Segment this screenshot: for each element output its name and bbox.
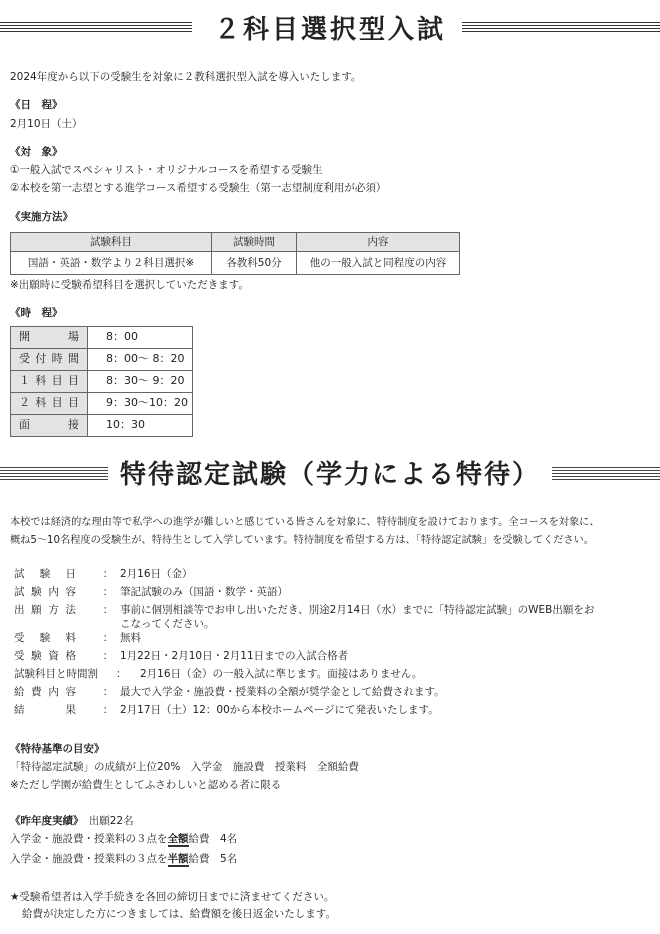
section2-intro-2: 概ね5～10名程度の受験生が、特待生として入学しています。特待制度を希望する方は、「特待認定試験」を受験してください。	[10, 535, 595, 546]
detail-row: 試験科目と時間割 ： 2月16日（金）の一般入試に準じます。面接はありません。	[14, 668, 423, 681]
section1-intro: 2024年度から以下の受験生を対象に２教科選択型入試を導入いたします。	[10, 71, 362, 83]
detail-row: 給費内容 ： 最大で入学金・施設費・授業料の全額が奨学金として給費されます。	[14, 686, 445, 699]
criteria-heading: 《特待基準の目安》	[10, 743, 105, 755]
note-line-2: 給費が決定した方につきましては、給費額を後日返金いたします。	[22, 908, 336, 920]
target-heading: 《対 象》	[10, 146, 63, 158]
method-cell-time: 各教科50分	[212, 252, 297, 275]
results-heading: 《昨年度実績》 出願22名	[10, 815, 134, 827]
timetable-row: ２科目目 9：30～10：20	[11, 393, 193, 415]
result-line-2: 入学金・施設費・授業料の３点を半額給費 5名	[10, 853, 238, 865]
detail-row: 試験内容 ： 筆記試験のみ（国語・数学・英語）	[14, 586, 288, 598]
target-item-1: ①一般入試でスペシャリスト・オリジナルコースを希望する受験生	[10, 164, 323, 176]
method-table	[10, 232, 460, 275]
target-item-2: ②本校を第一志望とする進学コース希望する受験生（第一志望制度利用が必須）	[10, 182, 387, 194]
exam-details	[10, 567, 650, 721]
timetable	[10, 326, 193, 437]
result-line-1: 入学金・施設費・授業料の３点を全額給費 4名	[10, 833, 238, 845]
detail-row: 受験料 ： 無料	[14, 632, 141, 645]
timetable-heading: 《時 程》	[10, 307, 63, 319]
section1-title: ２科目選択型入試	[0, 13, 660, 48]
detail-row: 試験日 ： 2月16日（金）	[14, 568, 193, 580]
method-note: ※出願時に受験希望科目を選択していただきます。	[10, 279, 249, 291]
timetable-row: 開場 8：00	[11, 327, 193, 349]
schedule-date: 2月10日（土）	[10, 118, 83, 130]
section2-intro-1: 本校では経済的な理由等で私学への進学が難しいと感じている皆さんを対象に、特待制度を設けております。全コースを対象に、	[10, 517, 600, 528]
method-heading: 《実施方法》	[10, 211, 73, 223]
schedule-heading: 《日 程》	[10, 99, 63, 111]
timetable-row: １科目目 8：30～ 9：20	[11, 371, 193, 393]
result-emphasis-half: 半額	[167, 853, 189, 865]
method-cell-content: 他の一般入試と同程度の内容	[297, 252, 460, 275]
method-header-subject: 試験科目	[11, 233, 212, 252]
detail-row: 結果 ： 2月17日（土）12：00から本校ホームページにて発表いたします。	[14, 704, 439, 717]
section2-title: 特待認定試験（学力による特待）	[0, 458, 660, 493]
result-emphasis-full: 全額	[167, 833, 189, 845]
results-count: 出願22名	[88, 815, 134, 827]
timetable-row: 受付時間 8：00～ 8：20	[11, 349, 193, 371]
timetable-row: 面接 10：30	[11, 415, 193, 437]
detail-row: 受験資格 ： 1月22日・2月10日・2月11日までの入試合格者	[14, 650, 349, 663]
method-cell-subject: 国語・英語・数学より２科目選択※	[11, 252, 212, 275]
method-header-time: 試験時間	[212, 233, 297, 252]
criteria-line-2: ※ただし学園が給費生としてふさわしいと認める者に限る	[10, 779, 282, 791]
note-line-1: ★受験希望者は入学手続きを各回の締切日までに済ませてください。	[10, 891, 335, 903]
method-header-content: 内容	[297, 233, 460, 252]
criteria-line-1: 「特待認定試験」の成績が上位20% 入学金 施設費 授業料 全額給費	[10, 761, 359, 773]
detail-row: 出願方法 ： 事前に個別相談等でお申し出いただき、別途2月14日（水）までに「特待認定試験」のWEB出願をお こなってください。	[14, 604, 595, 631]
